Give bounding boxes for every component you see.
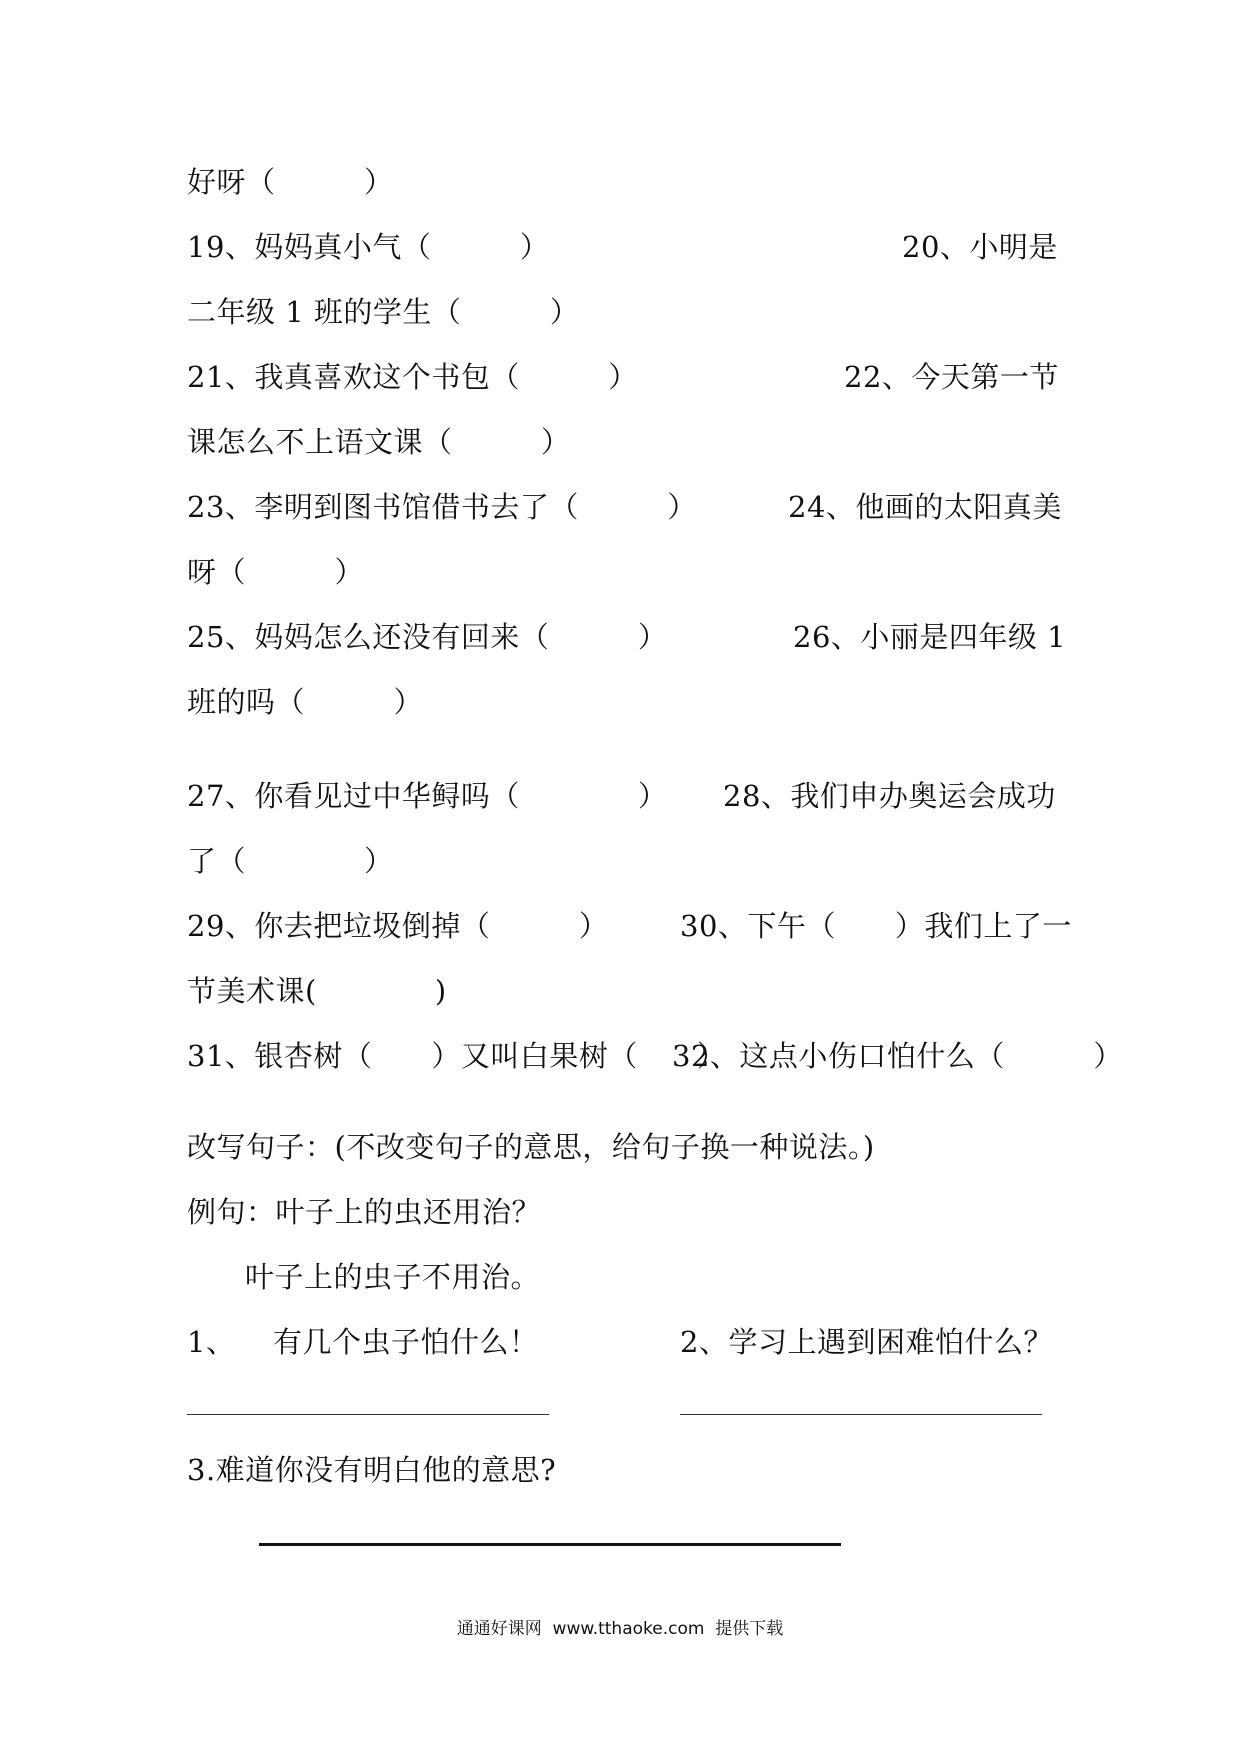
question-21: 21、我真喜欢这个书包（ ） bbox=[187, 360, 638, 394]
question-29: 29、你去把垃圾倒掉（ ） bbox=[187, 909, 609, 943]
rewrite-item-1-number: 1、 bbox=[187, 1325, 236, 1359]
example-sentence: 例句：叶子上的虫还用治？ bbox=[187, 1195, 542, 1229]
question-18-continued: 好呀（ ） bbox=[187, 165, 394, 199]
answer-line-2[interactable] bbox=[680, 1414, 1042, 1415]
question-24-start: 24、他画的太阳真美 bbox=[788, 490, 1062, 524]
question-24-continued: 呀（ ） bbox=[187, 555, 365, 589]
question-26-continued: 班的吗（ ） bbox=[187, 685, 424, 719]
rewrite-item-1-text: 有几个虫子怕什么！ bbox=[273, 1325, 539, 1359]
question-22-continued: 课怎么不上语文课（ ） bbox=[187, 425, 571, 459]
rewrite-item-2: 2、学习上遇到困难怕什么？ bbox=[680, 1325, 1053, 1359]
question-32: 32、这点小伤口怕什么（ ） bbox=[672, 1039, 1123, 1073]
question-20-start: 20、小明是 bbox=[902, 230, 1058, 264]
example-answer: 叶子上的虫子不用治。 bbox=[245, 1260, 541, 1294]
question-28-continued: 了（ ） bbox=[187, 844, 394, 878]
question-19: 19、妈妈真小气（ ） bbox=[187, 230, 550, 264]
question-26-start: 26、小丽是四年级 1 bbox=[793, 620, 1067, 654]
question-25: 25、妈妈怎么还没有回来（ ） bbox=[187, 620, 668, 654]
answer-line-1[interactable] bbox=[187, 1414, 549, 1415]
answer-line-3[interactable] bbox=[259, 1543, 841, 1546]
question-28-start: 28、我们申办奥运会成功 bbox=[723, 779, 1056, 813]
question-22-start: 22、今天第一节 bbox=[844, 360, 1059, 394]
question-27: 27、你看见过中华鲟吗（ ） bbox=[187, 779, 668, 813]
rewrite-heading: 改写句子：(不改变句子的意思，给句子换一种说法。) bbox=[187, 1130, 875, 1164]
page-footer: 通通好课网 www.tthaoke.com 提供下载 bbox=[456, 1619, 784, 1639]
question-30-continued: 节美术课( ) bbox=[187, 974, 447, 1008]
rewrite-item-3: 3.难道你没有明白他的意思? bbox=[187, 1453, 557, 1487]
question-30-start: 30、下午（ ）我们上了一 bbox=[680, 909, 1072, 943]
question-31: 31、银杏树（ ）又叫白果树（ ） bbox=[187, 1039, 727, 1073]
question-23: 23、李明到图书馆借书去了（ ） bbox=[187, 490, 697, 524]
question-20-continued: 二年级 1 班的学生（ ） bbox=[187, 295, 580, 329]
